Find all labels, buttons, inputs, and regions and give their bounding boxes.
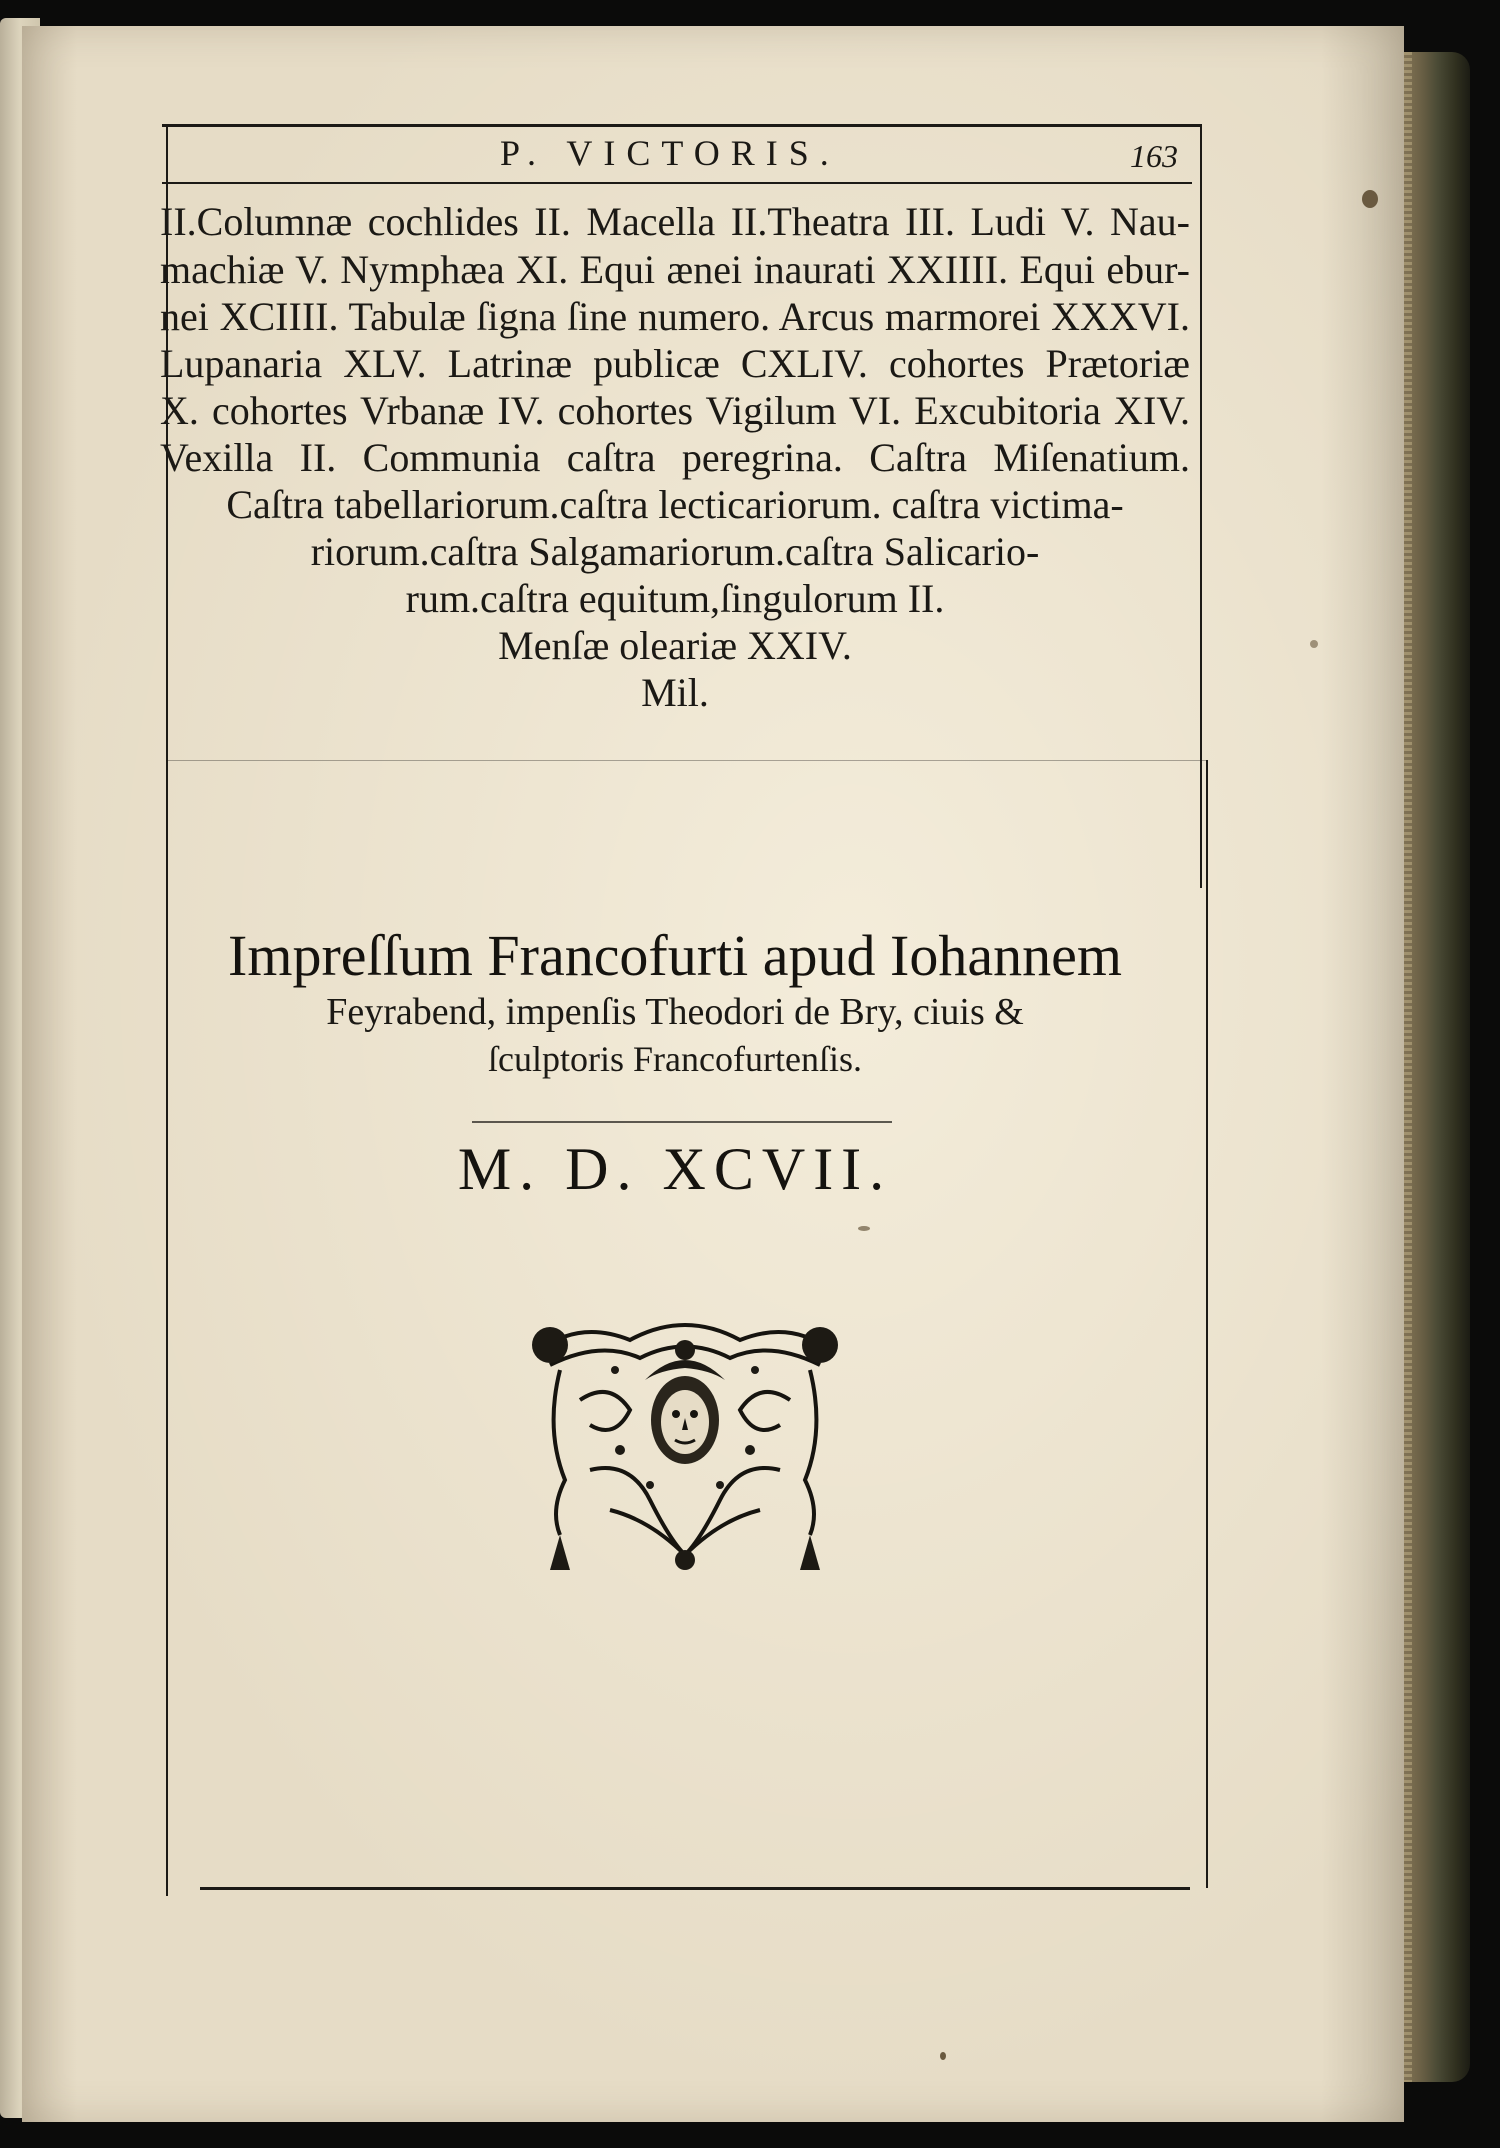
footer-rule bbox=[200, 1887, 1190, 1890]
text-line: nei XCIIII. Tabulæ ſigna ſine numero. Arcus marmorei XXXVI. bbox=[160, 294, 1190, 339]
text-line: Lupanaria XLV. Latrinæ publicæ CXLIV. cohortes Prætoriæ bbox=[160, 341, 1190, 386]
text-line: rum.caſtra equitum,ſingulorum II. bbox=[405, 576, 945, 621]
colophon-engraver-line: ſculptoris Francofurtenſis. bbox=[488, 1039, 862, 1079]
text-line: Vexilla II. Communia caſtra peregrina. Caſtra Miſenatium. bbox=[160, 435, 1190, 480]
text-line: riorum.caſtra Salgamariorum.caſtra Salicario- bbox=[310, 529, 1040, 574]
text-line: Mil. bbox=[641, 670, 709, 715]
printers-device-mask-ornament-icon bbox=[520, 1310, 850, 1580]
date-overline bbox=[472, 1121, 892, 1123]
text-line: Caſtra tabellariorum.caſtra lecticariorum. caſtra victima- bbox=[226, 482, 1124, 527]
text-line: Menſæ oleariæ XXIV. bbox=[498, 623, 852, 668]
colophon-imprint-line: Impreſſum Francofurti apud Iohannem bbox=[228, 923, 1122, 988]
frame-mid-rule bbox=[166, 760, 1206, 761]
paper-foxing-spot bbox=[858, 1226, 870, 1231]
paper-foxing-spot bbox=[940, 2052, 946, 2060]
publication-date: M. D. XCVII. bbox=[457, 1136, 893, 1202]
frame-right-rule-lower bbox=[1206, 760, 1208, 1888]
header-bottom-rule bbox=[162, 182, 1192, 184]
text-line: X. cohortes Vrbanæ IV. cohortes Vigilum VI. Excubitoria XIV. bbox=[160, 388, 1190, 433]
page-stack-edge bbox=[1398, 52, 1470, 2082]
colophon-publisher-line: Feyrabend, impenſis Theodori de Bry, ciuis & bbox=[326, 991, 1024, 1033]
frame-right-rule bbox=[1200, 124, 1202, 888]
header-top-rule bbox=[162, 124, 1200, 127]
page-number: 163 bbox=[1130, 138, 1178, 174]
running-title: P. VICTORIS. bbox=[500, 133, 840, 173]
text-line: II.Columnæ cochlides II. Macella II.Theatra III. Ludi V. Nau- bbox=[160, 199, 1190, 244]
text-line: machiæ V. Nymphæa XI. Equi ænei inaurati XXIIII. Equi ebur- bbox=[160, 247, 1190, 292]
paper-foxing-spot bbox=[1362, 190, 1378, 208]
paper-foxing-spot bbox=[1310, 640, 1318, 648]
